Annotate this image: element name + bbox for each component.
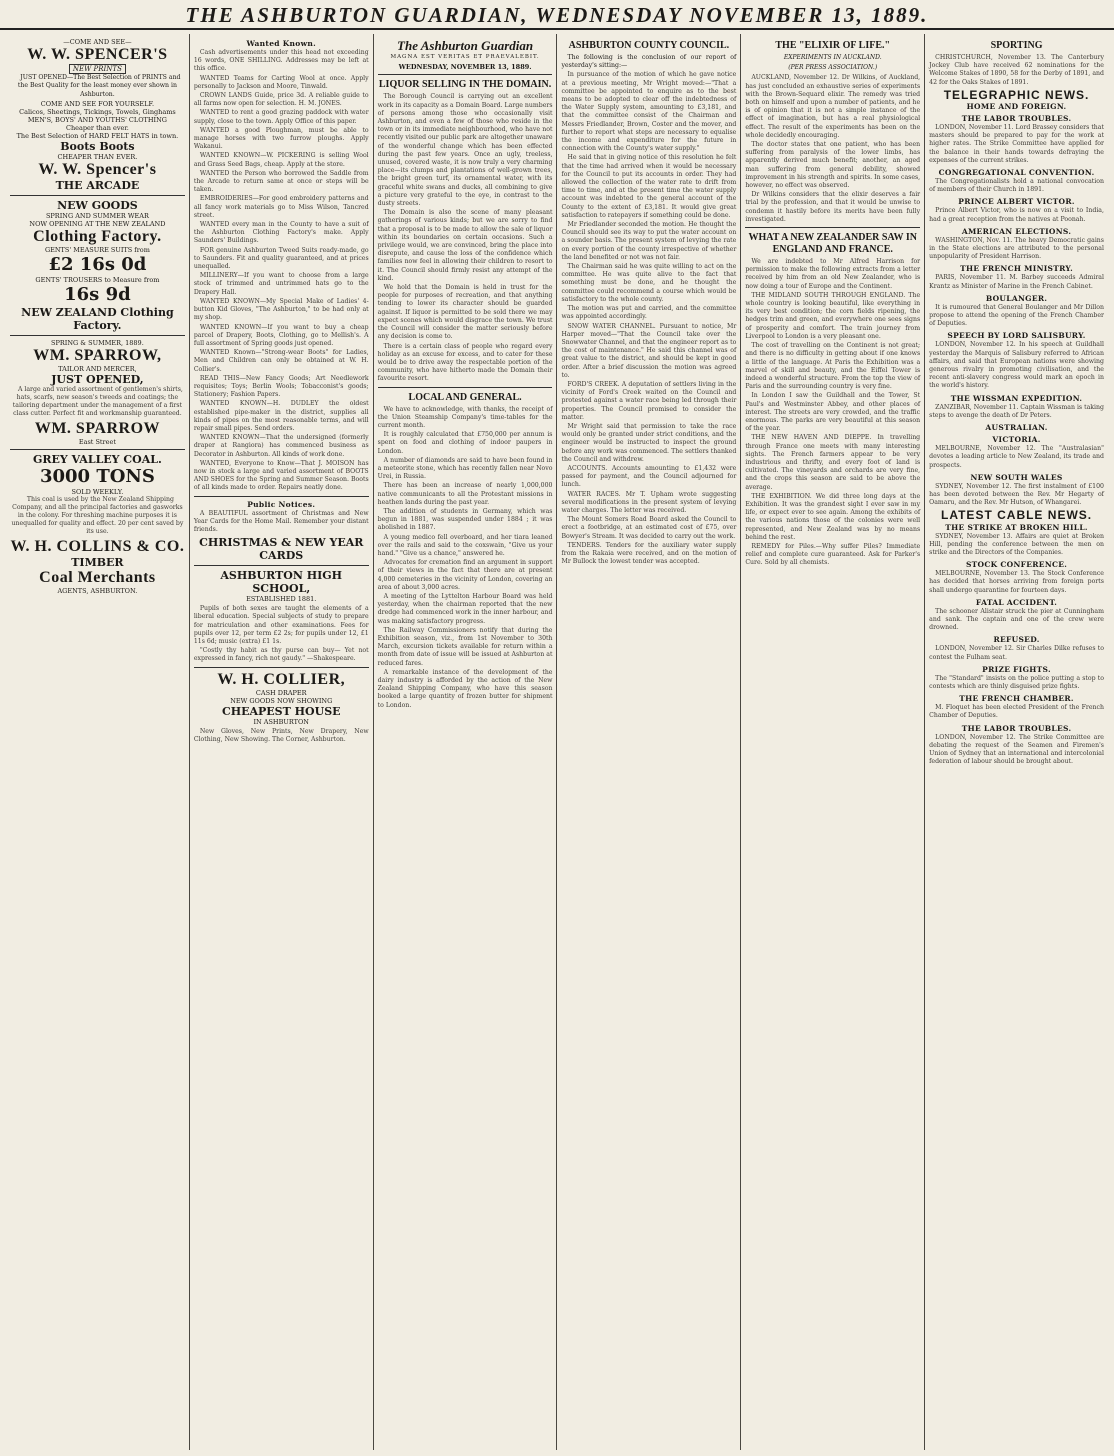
column-county-council: ASHBURTON COUNTY COUNCIL. The following is the conclusion of our report of yesterday's sitting:— In pursuance of the motion of which he gave notice at a previous meeting, Mr Wright moved:—"That a committee be appointed to enquire as to the best means to be adopted to clear off the indebtedness of the Water Supply system, amounting to £3,181, and that the committee consist of the Chairman and Messrs Friedlander, Brown, Coster and the mover, and further to report what steps are necessary to equalise the income and expenditure for the future in connection with the County's water supply." He said that in giving notice of this resolution he felt that the time had arrived when it would be necessary for the Council to put its accounts in order. They had allowed the collection of the water rate to drift from time to time, and at the present time the water supply account was indebted to the general account of the County to the extent of £3,181. It would give great satisfaction to ratepayers if something could be done. Mr Friedlander seconded the motion. He thought the Council should see its way to put the water account on a sounder basis. The present system of levying the rate on every portion of the county irrespective of whether the land benefited or not was not fair. The Chairman said he was quite willing to act on the committee. He was quite alive to the fact that something must be done, and he thought the committee could recommend a course which would be satisfactory to the whole county. The motion was put and carried, and the committee was appointed accordingly. SNOW WATER CHANNEL. Pursuant to notice, Mr Harper moved—"That the Council take over the Snowwater Channel, and that the engineer report as to the cost of maintenance." He said this channel was of great value to the district, and should be kept in good order. After a brief discussion the motion was agreed to. FORD'S CREEK. A deputation of settlers living in the vicinity of Ford's Creek waited on the Council and protested against a water race being led through their properties. The Council promised to consider the matter. Mr Wright said that permission to take the race would only be granted under strict conditions, and the engineer would be instructed to inspect the ground before any work was commenced. The settlers thanked the Council and withdrew. ACCOUNTS. Accounts amounting to £1,432 were passed for payment, and the Council adjourned for lunch. WATER RACES. Mr T. Upham wrote suggesting several modifications in the present system of levying water charges. The letter was received. The Mount Somers Road Board asked the Council to erect a footbridge, at an estimated cost of £75, over Bowyer's Stream. It was decided to carry out the work. TENDERS. Tenders for the auxiliary water supply from the Rakaia were received, and on the motion of Mr Bullock the lowest tender was accepted. (557, 34, 741, 1450)
clothing-factory-ad (10, 199, 185, 332)
ad-opened: JUST OPENED, (51, 372, 144, 386)
ad-season: SPRING & SUMMER, 1889. (51, 338, 144, 347)
ad-call: COME AND SEE FOR YOURSELF. (40, 99, 155, 108)
ad-intro: JUST OPENED—The Best Selection of PRINTS and the Best Quality for the least money ever shown in Ashburton. (17, 74, 181, 98)
prince-heading: PRINCE ALBERT VICTOR. (958, 197, 1075, 207)
sparrow-ad (10, 339, 185, 446)
nsw-heading: NEW SOUTH WALES (970, 472, 1063, 482)
ad-collins: W. H. COLLINS & CO. (10, 537, 185, 555)
collier-cheapest: CHEAPEST HOUSE (221, 704, 341, 718)
ad-price-trousers: 16s 9d (64, 283, 131, 305)
spencer-prints-ad (10, 38, 185, 192)
salisbury-heading: SPEECH BY LORD SALISBURY. (947, 331, 1086, 341)
zealander-heading: WHAT A NEW ZEALANDER SAW IN ENGLAND AND FRANCE. (748, 232, 917, 256)
elixir-press: (PER PRESS ASSOCIATION.) (788, 64, 878, 72)
ad-tailor: TAILOR AND MERCER, (58, 364, 137, 373)
collier-showing: NEW GOODS NOW SHOWING (230, 696, 333, 705)
boulanger-heading: BOULANGER. (985, 293, 1048, 303)
local-general-heading: LOCAL AND GENERAL. (408, 391, 522, 403)
wanted-known-heading: Wanted Known. (246, 39, 317, 48)
ad-mens: MEN'S, BOYS' AND YOUTHS' CLOTHING (27, 115, 168, 124)
ad-price-suits: £2 16s 0d (48, 253, 147, 275)
ad-tons: 3000 TONS (39, 465, 155, 487)
column-advertisements-2: Wanted Known. Cash advertisements under this head not exceeding 16 words, ONE SHILLING. Addresses may be left at this office. WANTED Teams for Carting Wool at once. Apply personally to Jackson and Moore, Tinwald. CROWN LANDS Guide, price 3d. A reliable guide to all farms now open for selection. H. M. JONES. WANTED to rent a good grazing paddock with water supply, close to the town. Apply Office of this paper. WANTED a good Ploughman, must be able to manage horses with two furrow ploughs. Apply Wakanui. WANTED KNOWN—W. PICKERING is selling Wool and Grass Seed Bags, cheap. Apply at the store. WANTED the Person who borrowed the Saddle from the Arcade to return same at once or steps will be taken. EMBROIDERIES—For good embroidery patterns and all fancy work materials go to Miss Wilson, Tancred street. WANTED every man in the County to have a suit of the Ashburton Clothing Factory's make. Apply Saunders' Buildings. FOR genuine Ashburton Tweed Suits ready-made, go to Saunders. Fit and quality guaranteed, and at prices unequalled. MILLINERY—If you want to choose from a large stock of trimmed and untrimmed hats go to the Drapery Hall. WANTED KNOWN—My Special Make of Ladies' 4-button Kid Gloves, "The Ashburton," to be had only at my shop. WANTED KNOWN—If you want to buy a cheap parcel of Drapery, Boots, Clothing, go to Mellish's. A full assortment of Spring goods just opened. WANTED Known—"Strong-wear Boots" for Ladies, Men and Children can only be obtained at W. H. Collier's. READ THIS—New Fancy Goods; Art Needlework requisites; Toys; Berlin Wools; Tobacconist's goods; Stationery; Fashion Papers. WANTED KNOWN—H. DUDLEY the oldest established pipe-maker in the district, supplies all kinds of pipes on the most reasonable terms, and will repair small pipes. Send orders. WANTED KNOWN—That the undersigned (formerly draper at Rangiora) has commenced business as Decorator in Ashburton. All kinds of work done. WANTED, Everyone to Know—That J. MOISON has now in stock a large and varied assortment of BOOTS AND SHOES for the Spring and Summer Season. Boots of all kinds made to order. Repairs neatly done. Public Notices. A BEAUTIFUL assortment of Christmas and New Year Cards for the Home Mail. Remember your distant friends. CHRISTMAS & NEW YEAR CARDS ASHBURTON HIGH SCHOOL, ESTABLISHED 1881. Pupils of both sexes are taught the elements of a liberal education. Special subjects of study to prepare for matriculation and other examinations. Fees for pupils over 12, per term £2 2s; for pupils under 12, £1 11s 6d; music (extra) £1 1s. "Costly thy habit as thy purse can buy— Yet not expressed in fancy, rich not gaudy." —Shakespeare. W. H. COLLIER, CASH DRAPER NEW GOODS NOW SHOWING CHEAPEST HOUSE IN ASHBURTON New Gloves, New Prints, New Drapery, New Clothing, New Showing. The Corner, Ashburton. (190, 34, 374, 1450)
french-ministry-heading: THE FRENCH MINISTRY. (960, 264, 1074, 274)
guardian-nameplate (378, 36, 553, 75)
french-chamber-heading: THE FRENCH CHAMBER. (959, 694, 1074, 704)
ad-trousers: GENTS' TROUSERS to Measure from (35, 275, 160, 284)
home-foreign-heading: HOME AND FOREIGN. (966, 102, 1067, 112)
sporting-heading: SPORTING (990, 40, 1043, 51)
australian-heading: AUSTRALIAN. (985, 423, 1048, 433)
ad-new-goods: NEW GOODS (57, 198, 138, 212)
column-news: THE "ELIXIR OF LIFE." EXPERIMENTS IN AUCKLAND. (PER PRESS ASSOCIATION.) AUCKLAND, November 12. Dr Wilkins, of Auckland, has just concluded an exhaustive series of experiments with the Brown-Sequard elixir. The remedy was tried both on himself and upon a number of patients, and he is of opinion that it is not a simple instance of the effect of imagination, but has a real physiological effect. The result of the experiments has been on the whole decidedly encouraging. The doctor states that one patient, who has been suffering from paralysis of the lower limbs, has apparently derived much benefit; another, an aged man suffering from general debility, showed improvement in his strength and spirits. In some cases, however, no effect was observed. Dr Wilkins considers that the elixir deserves a fair trial by the profession, and that it would be unwise to condemn it hastily before its merits have been fully investigated. WHAT A NEW ZEALANDER SAW IN ENGLAND AND FRANCE. We are indebted to Mr Alfred Harrison for permission to make the following extracts from a letter received by him from an old New Zealander, who is now doing a tour of Europe and the Continent. THE MIDLAND SOUTH THROUGH ENGLAND. The whole country is looking beautiful, like everything in its very best condition; the corn fields ripening, the hedges trim and green, and everywhere one sees signs of prosperity and comfort. The train journey from Liverpool to London is a very pleasant one. The cost of travelling on the Continent is not great; and there is no difficulty in getting about if one knows a little of the language. At Paris the Exhibition was a marvel of skill and beauty, and the Eiffel Tower is indeed a wonderful structure. From the top the view of Paris and the surrounding country is very fine. In London I saw the Guildhall and the Tower, St Paul's and Westminster Abbey, and other places of interest. The streets are very crowded, and the traffic enormous. The parks are very beautiful at this season of the year. THE NEW HAVEN AND DIEPPE. In travelling through France one meets with many interesting sights. The French farmers appear to be very industrious and thrifty, and every foot of land is cultivated. The vineyards and orchards are very fine, and the crops this season are said to be above the average. THE EXHIBITION. We did three long days at the Exhibition. It was the grandest sight I ever saw in my life, or expect ever to see again. Among the exhibits of the various nations those of the colonies were well represented, and New Zealand was by no means behind the rest. REMEDY for Piles.—Why suffer Piles? Immediate relief and complete cure guaranteed. Ask for Parker's Cure. Sold by all chemists. (741, 34, 925, 1450)
labor-troubles-2-heading: THE LABOR TROUBLES. (961, 723, 1072, 733)
ad-factory-2: NEW ZEALAND Clothing Factory. (21, 305, 174, 332)
christmas-cards: CHRISTMAS & NEW YEAR CARDS (199, 536, 364, 563)
council-heading: ASHBURTON COUNTY COUNCIL. (568, 40, 730, 51)
coal-ad (10, 453, 185, 595)
ad-opening: NOW OPENING AT THE NEW ZEALAND (29, 219, 166, 228)
ad-boots-sub: CHEAPER THAN EVER. (57, 152, 138, 161)
ad-boots: Boots Boots (60, 139, 135, 153)
collier-draper: CASH DRAPER (255, 688, 307, 697)
prize-fights-heading: PRIZE FIGHTS. (982, 664, 1051, 674)
ad-sparrow-body: A large and varied assortment of gentlemen's shirts, hats, scarfs, new season's tweeds and coatings; the tailoring department under the management of a first class cutter. Perfect fit and workmanship guaranteed. (12, 385, 183, 418)
stock-conference-heading: STOCK CONFERENCE. (965, 560, 1068, 570)
ad-hats: The Best Selection of HARD FELT HATS in town. (16, 131, 179, 140)
ad-coal-merchants: Coal Merchants (39, 568, 156, 586)
high-school-heading: ASHBURTON HIGH SCHOOL, (220, 569, 343, 596)
victoria-heading: VICTORIA. (992, 435, 1041, 445)
column-editorial: The Ashburton Guardian MAGNA EST VERITAS ET PRAEVALEBIT. WEDNESDAY, NOVEMBER 13, 1889. LIQUOR SELLING IN THE DOMAIN. The Borough Council is carrying out an excellent work in its capacity as a Domain Board. Large numbers of persons among those who occasionally visit Ashburton, and even a few of those who reside in the town or in its immediate neighbourhood, who have not recently visited our public park are altogether unaware of the wonderful change which has been effected during the past few years. Once an ugly, treeless, unused, covered waste, it is now truly a very charming place—its clumps and plantations of well-grown trees, the bright green turf, its ornamental water, with its graceful white swans and ducks, all combining to give a picture very grateful to the eye, in contrast to the dusty streets. The Domain is also the scene of many pleasant gatherings of various kinds; but we are sorry to find that a proposal is to be made to allow the sale of liquor within its boundaries on certain occasions. Such a privilege would, we are convinced, bring the place into disrepute, and cause the loss of the confidence which families now feel in allowing their children to resort to it. The Council should firmly resist any attempt of the kind. We hold that the Domain is held in trust for the people for purposes of recreation, and that anything tending to lower its character should be guarded against. If liquor is permitted to be sold there we may expect scenes which would disgrace the town. We trust the Council will consider the matter seriously before any decision is come to. There is a certain class of people who regard every holiday as an excuse for excess, and to cater for these would be to drive away the respectable portion of the community, who have hitherto made the Domain their favourite resort. LOCAL AND GENERAL. We have to acknowledge, with thanks, the receipt of the Union Steamship Company's time-tables for the current month. It is roughly calculated that £750,000 per annum is spent on food and clothing of indoor paupers in London. A number of diamonds are said to have been found in a meteorite stone, which has recently fallen near Novo Urei, in Russia. There has been an increase of nearly 1,000,000 native communicants to all the Protestant missions in heathen lands during the past year. The addition of students in Germany, which was begun in 1881, was suspended under 1884 ; it was abolished in 1887. A young medico fell overboard, and her tiara leaned over the rails and said to the coxswain, "Give us your hand." "Give us a chance," answered he. Advocates for cremation find an argument in support of their views in the fact that there are at present 4,000 cemeteries in the vicinity of London, covering an area of about 3,000 acres. A meeting of the Lyttelton Harbour Board was held yesterday, when the chairman reported that the new dredge had commenced work in the inner harbour, and was making satisfactory progress. The Railway Commissioners notify that during the Exhibition season, viz., from 1st November to 30th March, excursion tickets available for return within a month from date of issue will be issued at Ashburton at reduced fares. A remarkable instance of the development of the dairy industry is afforded by the action of the New Zealand Shipping Company, who have this season booked a large quantity of frozen butter for shipment to London. (374, 34, 558, 1450)
wissman-heading: THE WISSMAN EXPEDITION. (950, 393, 1083, 403)
paper-motto: MAGNA EST VERITAS ET PRAEVALEBIT. (390, 54, 540, 60)
ad-arcade: THE ARCADE (55, 178, 140, 192)
congregational-heading: CONGREGATIONAL CONVENTION. (938, 168, 1095, 178)
elixir-heading: THE "ELIXIR OF LIFE." (775, 40, 891, 51)
column-advertisements-1 (6, 34, 190, 1450)
ad-cheaper: Cheaper than ever. (66, 123, 129, 132)
latest-cable-heading: LATEST CABLE NEWS. (941, 508, 1093, 523)
newspaper-title: THE ASHBURTON GUARDIAN, WEDNESDAY NOVEMBER 13, 1889. (185, 3, 929, 27)
newspaper-masthead (0, 0, 1114, 30)
ad-heading: —COME AND SEE— (63, 38, 132, 46)
ad-factory: Clothing Factory. (33, 227, 162, 245)
telegraphic-news-heading: TELEGRAPHIC NEWS. (943, 87, 1090, 102)
ad-firm-name-2: W. W. Spencer's (38, 160, 157, 178)
american-elections-heading: AMERICAN ELECTIONS. (961, 226, 1072, 236)
public-notices-heading: Public Notices. (247, 499, 316, 509)
council-intro: The following is the conclusion of our report of yesterday's sitting:— (561, 54, 737, 70)
elixir-subheading: EXPERIMENTS IN AUCKLAND. (783, 54, 882, 61)
ad-sparrow: WM. SPARROW, (33, 346, 162, 364)
ad-firm-name: W. W. SPENCER'S (27, 46, 168, 63)
paper-name: The Ashburton Guardian (397, 38, 534, 53)
ad-goods: Calicos, Sheetings, Tickings, Towels, Ginghams (19, 107, 176, 116)
labor-troubles-heading: THE LABOR TROUBLES. (961, 114, 1072, 124)
collier-name: W. H. COLLIER, (217, 670, 346, 688)
column-telegraphic-news: SPORTING CHRISTCHURCH, November 13. The Canterbury Jockey Club have received 62 nominations for the Welcome Stakes of 1890, 58 for the Derby of 1891, and 42 for the Oaks Stakes of 1891. TELEGRAPHIC NEWS. HOME AND FOREIGN. THE LABOR TROUBLES. LONDON, November 11. Lord Brassey considers that masters should be prepared to pay for the work at higher rates. The Strike Committee have applied for the balance in their hands towards defraying the expenses of the current strikes. CONGREGATIONAL CONVENTION. The Congregationalists hold a national convocation of members of their Church in 1891. PRINCE ALBERT VICTOR. Prince Albert Victor, who is now on a visit to India, had a great reception from the natives at Poonah. AMERICAN ELECTIONS. WASHINGTON, Nov. 11. The heavy Democratic gains in the State elections are attributed to the personal unpopularity of President Harrison. THE FRENCH MINISTRY. PARIS, November 11. M. Barbey succeeds Admiral Krantz as Minister of Marine in the French Cabinet. BOULANGER. It is rumoured that General Boulanger and Mr Dillon propose to attend the opening of the French Chamber of Deputies. SPEECH BY LORD SALISBURY. LONDON, November 12. In his speech at Guildhall yesterday the Marquis of Salisbury referred to African affairs, and said that European nations were showing generous rivalry in promoting civilisation, and the recent anti-slavery congress would mark an epoch in the world's history. THE WISSMAN EXPEDITION. ZANZIBAR, November 11. Captain Wissman is taking steps to avenge the death of Dr Peters. AUSTRALIAN. VICTORIA. MELBOURNE, November 12. The "Australasian" devotes a leading article to New Zealand, its trade and prospects. NEW SOUTH WALES SYDNEY, November 12. The first instalment of £100 has been devoted between the Rev. Mr Hegarty of Oamaru, and the Rev. Mr Hutson, of Whangarei. LATEST CABLE NEWS. THE STRIKE AT BROKEN HILL. SYDNEY, November 13. Affairs are quiet at Broken Hill, pending the conference between the men on strike and the Directors of the Companies. STOCK CONFERENCE. MELBOURNE, November 13. The Stock Conference has decided that horses arriving from foreign ports shall undergo quarantine for fourteen days. FATAL ACCIDENT. The schooner Alistair struck the pier at Cunningham and sank. The captain and one of the crew were drowned. REFUSED. LONDON, November 12. Sir Charles Dilke refuses to contest the Fulham seat. PRIZE FIGHTS. The "Standard" insists on the police putting a stop to contests which are thinly disguised prize fights. THE FRENCH CHAMBER. M. Floquet has been elected President of the French Chamber of Deputies. THE LABOR TROUBLES. LONDON, November 12. The Strike Committee are debating the request of the Seamen and Firemen's Union of Sydney that an international and intercolonial federation of labour should be brought about. (929, 40, 1104, 766)
ad-suits: GENTS' MEASURE SUITS from (44, 245, 150, 254)
ad-street: East Street (78, 437, 116, 446)
collier-town: IN ASHBURTON (253, 717, 309, 726)
ad-spring: SPRING AND SUMMER WEAR (45, 211, 149, 220)
ad-agents: AGENTS, ASHBURTON. (57, 586, 138, 595)
ad-sparrow-2: WM. SPARROW (34, 419, 161, 437)
high-school-established: ESTABLISHED 1881. (246, 595, 317, 604)
ad-coal-body: This coal is used by the New Zealand Shipping Company, and all the principal factories and gasworks in the colony. For threshing machine purposes it is unequalled for quality and effect. 20 per cent saved by its use. (11, 495, 184, 536)
broken-hill-heading: THE STRIKE AT BROKEN HILL. (945, 522, 1088, 532)
ad-coal: GREY VALLEY COAL. (33, 452, 162, 466)
fatal-accident-heading: FATAL ACCIDENT. (975, 597, 1058, 607)
ad-timber: TIMBER (71, 555, 124, 569)
newspaper-page (6, 34, 1108, 1450)
ad-tag: NEW PRINTS (69, 64, 126, 74)
paper-date: WEDNESDAY, NOVEMBER 13, 1889. (398, 63, 532, 72)
leader-heading: LIQUOR SELLING IN THE DOMAIN. (378, 79, 552, 91)
refused-heading: REFUSED. (993, 635, 1040, 645)
ad-sold: SOLD WEEKLY. (71, 487, 124, 496)
